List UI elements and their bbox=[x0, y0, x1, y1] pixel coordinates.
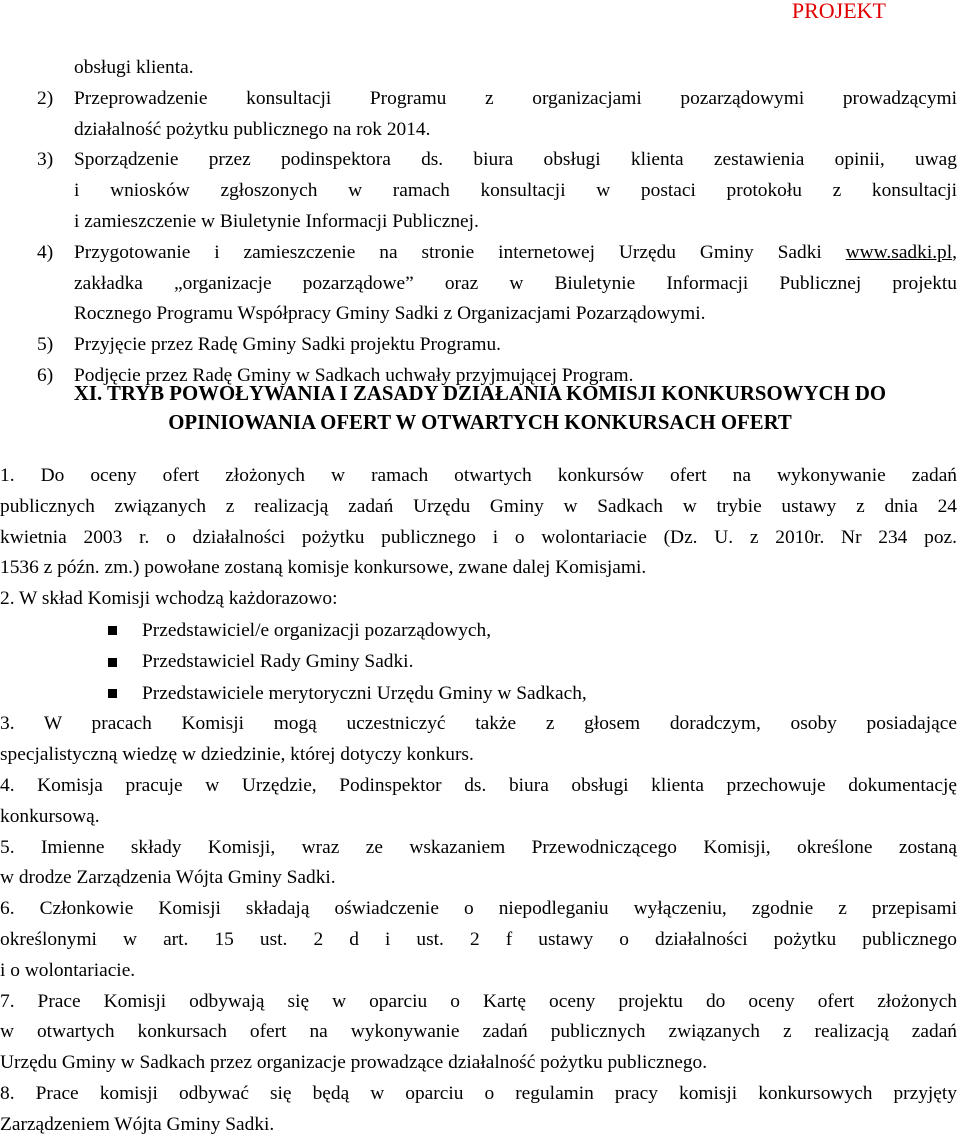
paragraph-line: Zarządzeniem Wójta Gminy Sadki. bbox=[0, 1113, 275, 1135]
square-bullet-icon bbox=[108, 626, 117, 635]
project-stamp: PROJEKT bbox=[791, 0, 886, 23]
item-line: Rocznego Programu Współpracy Gminy Sadki z Organizacjami Pozarządowymi. bbox=[74, 303, 706, 325]
list-item bbox=[37, 145, 957, 237]
paragraph-8 bbox=[0, 1079, 957, 1141]
heading-line: XI. TRYB POWOŁYWANIA I ZASADY DZIAŁANIA KOMISJI KONKURSOWYCH DO bbox=[73, 382, 887, 405]
paragraph-line: w otwartych konkursach ofert na wykonywanie zadań publicznych związanych z realizacją zadań bbox=[0, 1021, 957, 1043]
heading-line: OPINIOWANIA OFERT W OTWARTYCH KONKURSACH OFERT bbox=[168, 411, 792, 434]
paragraph-5 bbox=[0, 833, 957, 895]
item-line: zakładka „organizacje pozarządowe” oraz w Biuletynie Informacji Publicznej projektu bbox=[74, 272, 957, 294]
paragraph-line: 4. Komisja pracuje w Urzędzie, Podinspektor ds. biura obsługi klienta przechowuje dokumentację bbox=[0, 775, 957, 797]
paragraph-line: 1. Do oceny ofert złożonych w ramach otwartych konkursów ofert na wykonywanie zadań bbox=[0, 465, 957, 486]
paragraph-4 bbox=[0, 771, 957, 833]
item-line: Podjęcie przez Radę Gminy w Sadkach uchwały przyjmującej Program. bbox=[74, 364, 634, 386]
item-number: 3) bbox=[37, 149, 54, 171]
paragraph-line: 5. Imienne składy Komisji, wraz ze wskazaniem Przewodniczącego Komisji, określone zostaną bbox=[0, 836, 957, 858]
paragraph-7 bbox=[0, 987, 957, 1079]
item-line: i wniosków zgłoszonych w ramach konsultacji w postaci protokołu z konsultacji bbox=[74, 180, 957, 202]
list-item bbox=[37, 330, 957, 361]
paragraph-2 bbox=[0, 584, 957, 615]
paragraph-line: 2. W skład Komisji wchodzą każdorazowo: bbox=[0, 588, 338, 610]
item-line: działalność pożytku publicznego na rok 2014. bbox=[74, 118, 431, 140]
list-item bbox=[37, 238, 957, 330]
continuation-line: obsługi klienta. bbox=[74, 57, 194, 78]
paragraph-3 bbox=[0, 709, 957, 771]
item-number: 4) bbox=[37, 241, 54, 263]
item-number: 6) bbox=[37, 364, 54, 386]
item-number: 2) bbox=[37, 87, 54, 109]
section-heading bbox=[0, 379, 960, 437]
square-bullet-icon bbox=[108, 658, 117, 667]
paragraph-1 bbox=[0, 461, 957, 584]
paragraph-line: 7. Prace Komisji odbywają się w oparciu o Kartę oceny projektu do oceny ofert złożonych bbox=[0, 990, 957, 1012]
paragraph-line: i o wolontariacie. bbox=[0, 959, 136, 981]
item-line: Sporządzenie przez podinspektora ds. biura obsługi klienta zestawienia opinii, uwag bbox=[74, 149, 957, 171]
paragraph-line: 8. Prace komisji odbywać się będą w oparciu o regulamin pracy komisji konkursowych przyjęty bbox=[0, 1083, 957, 1105]
list-item: Przedstawiciele merytoryczni Urzędu Gminy w Sadkach, bbox=[0, 678, 957, 710]
item-line: Przygotowanie i zamieszczenie na stronie internetowej Urzędu Gminy Sadki www.sadki.pl, bbox=[74, 241, 957, 263]
paragraph-line: 1536 z późn. zm.) powołane zostaną komisje konkursowe, zwane dalej Komisjami. bbox=[0, 557, 647, 579]
website-link[interactable]: www.sadki.pl bbox=[845, 241, 953, 263]
paragraph-line: kwietnia 2003 r. o działalności pożytku publicznego i o wolontariacie (Dz. U. z 2010r. Nr 234 poz. bbox=[0, 526, 957, 548]
procedure-steps-list bbox=[37, 53, 957, 392]
list-item: Przedstawiciel/e organizacji pozarządowych, bbox=[0, 615, 957, 647]
square-bullet-icon bbox=[108, 689, 117, 698]
paragraph-line: publicznych związanych z realizacją zadań Urzędu Gminy w Sadkach w trybie ustawy z dnia 24 bbox=[0, 495, 957, 517]
paragraph-line: 6. Członkowie Komisji składają oświadczenie o niepodleganiu wyłączeniu, zgodnie z przepisami bbox=[0, 898, 957, 920]
paragraph-line: 3. W pracach Komisji mogą uczestniczyć także z głosem doradczym, osoby posiadające bbox=[0, 713, 957, 735]
item-line: Przyjęcie przez Radę Gminy Sadki projektu Programu. bbox=[74, 334, 502, 356]
item-number: 5) bbox=[37, 334, 54, 356]
paragraph-line: określonymi w art. 15 ust. 2 d i ust. 2 f ustawy o działalności pożytku publicznego bbox=[0, 929, 957, 951]
item-line: Przeprowadzenie konsultacji Programu z organizacjami pozarządowymi prowadzącymi bbox=[74, 87, 957, 109]
paragraph-line: konkursową. bbox=[0, 805, 100, 827]
list-item bbox=[37, 84, 957, 146]
paragraph-line: Urzędu Gminy w Sadkach przez organizacje prowadzące działalność pożytku publicznego. bbox=[0, 1052, 708, 1074]
list-item: Przedstawiciel Rady Gminy Sadki. bbox=[0, 646, 957, 678]
committee-members-list bbox=[0, 615, 957, 710]
paragraph-line: w drodze Zarządzenia Wójta Gminy Sadki. bbox=[0, 867, 336, 889]
paragraph-6 bbox=[0, 894, 957, 986]
section-body bbox=[0, 461, 957, 1141]
item-line: i zamieszczenie w Biuletynie Informacji Publicznej. bbox=[74, 210, 479, 232]
paragraph-line: specjalistyczną wiedzę w dziedzinie, której dotyczy konkurs. bbox=[0, 744, 474, 766]
